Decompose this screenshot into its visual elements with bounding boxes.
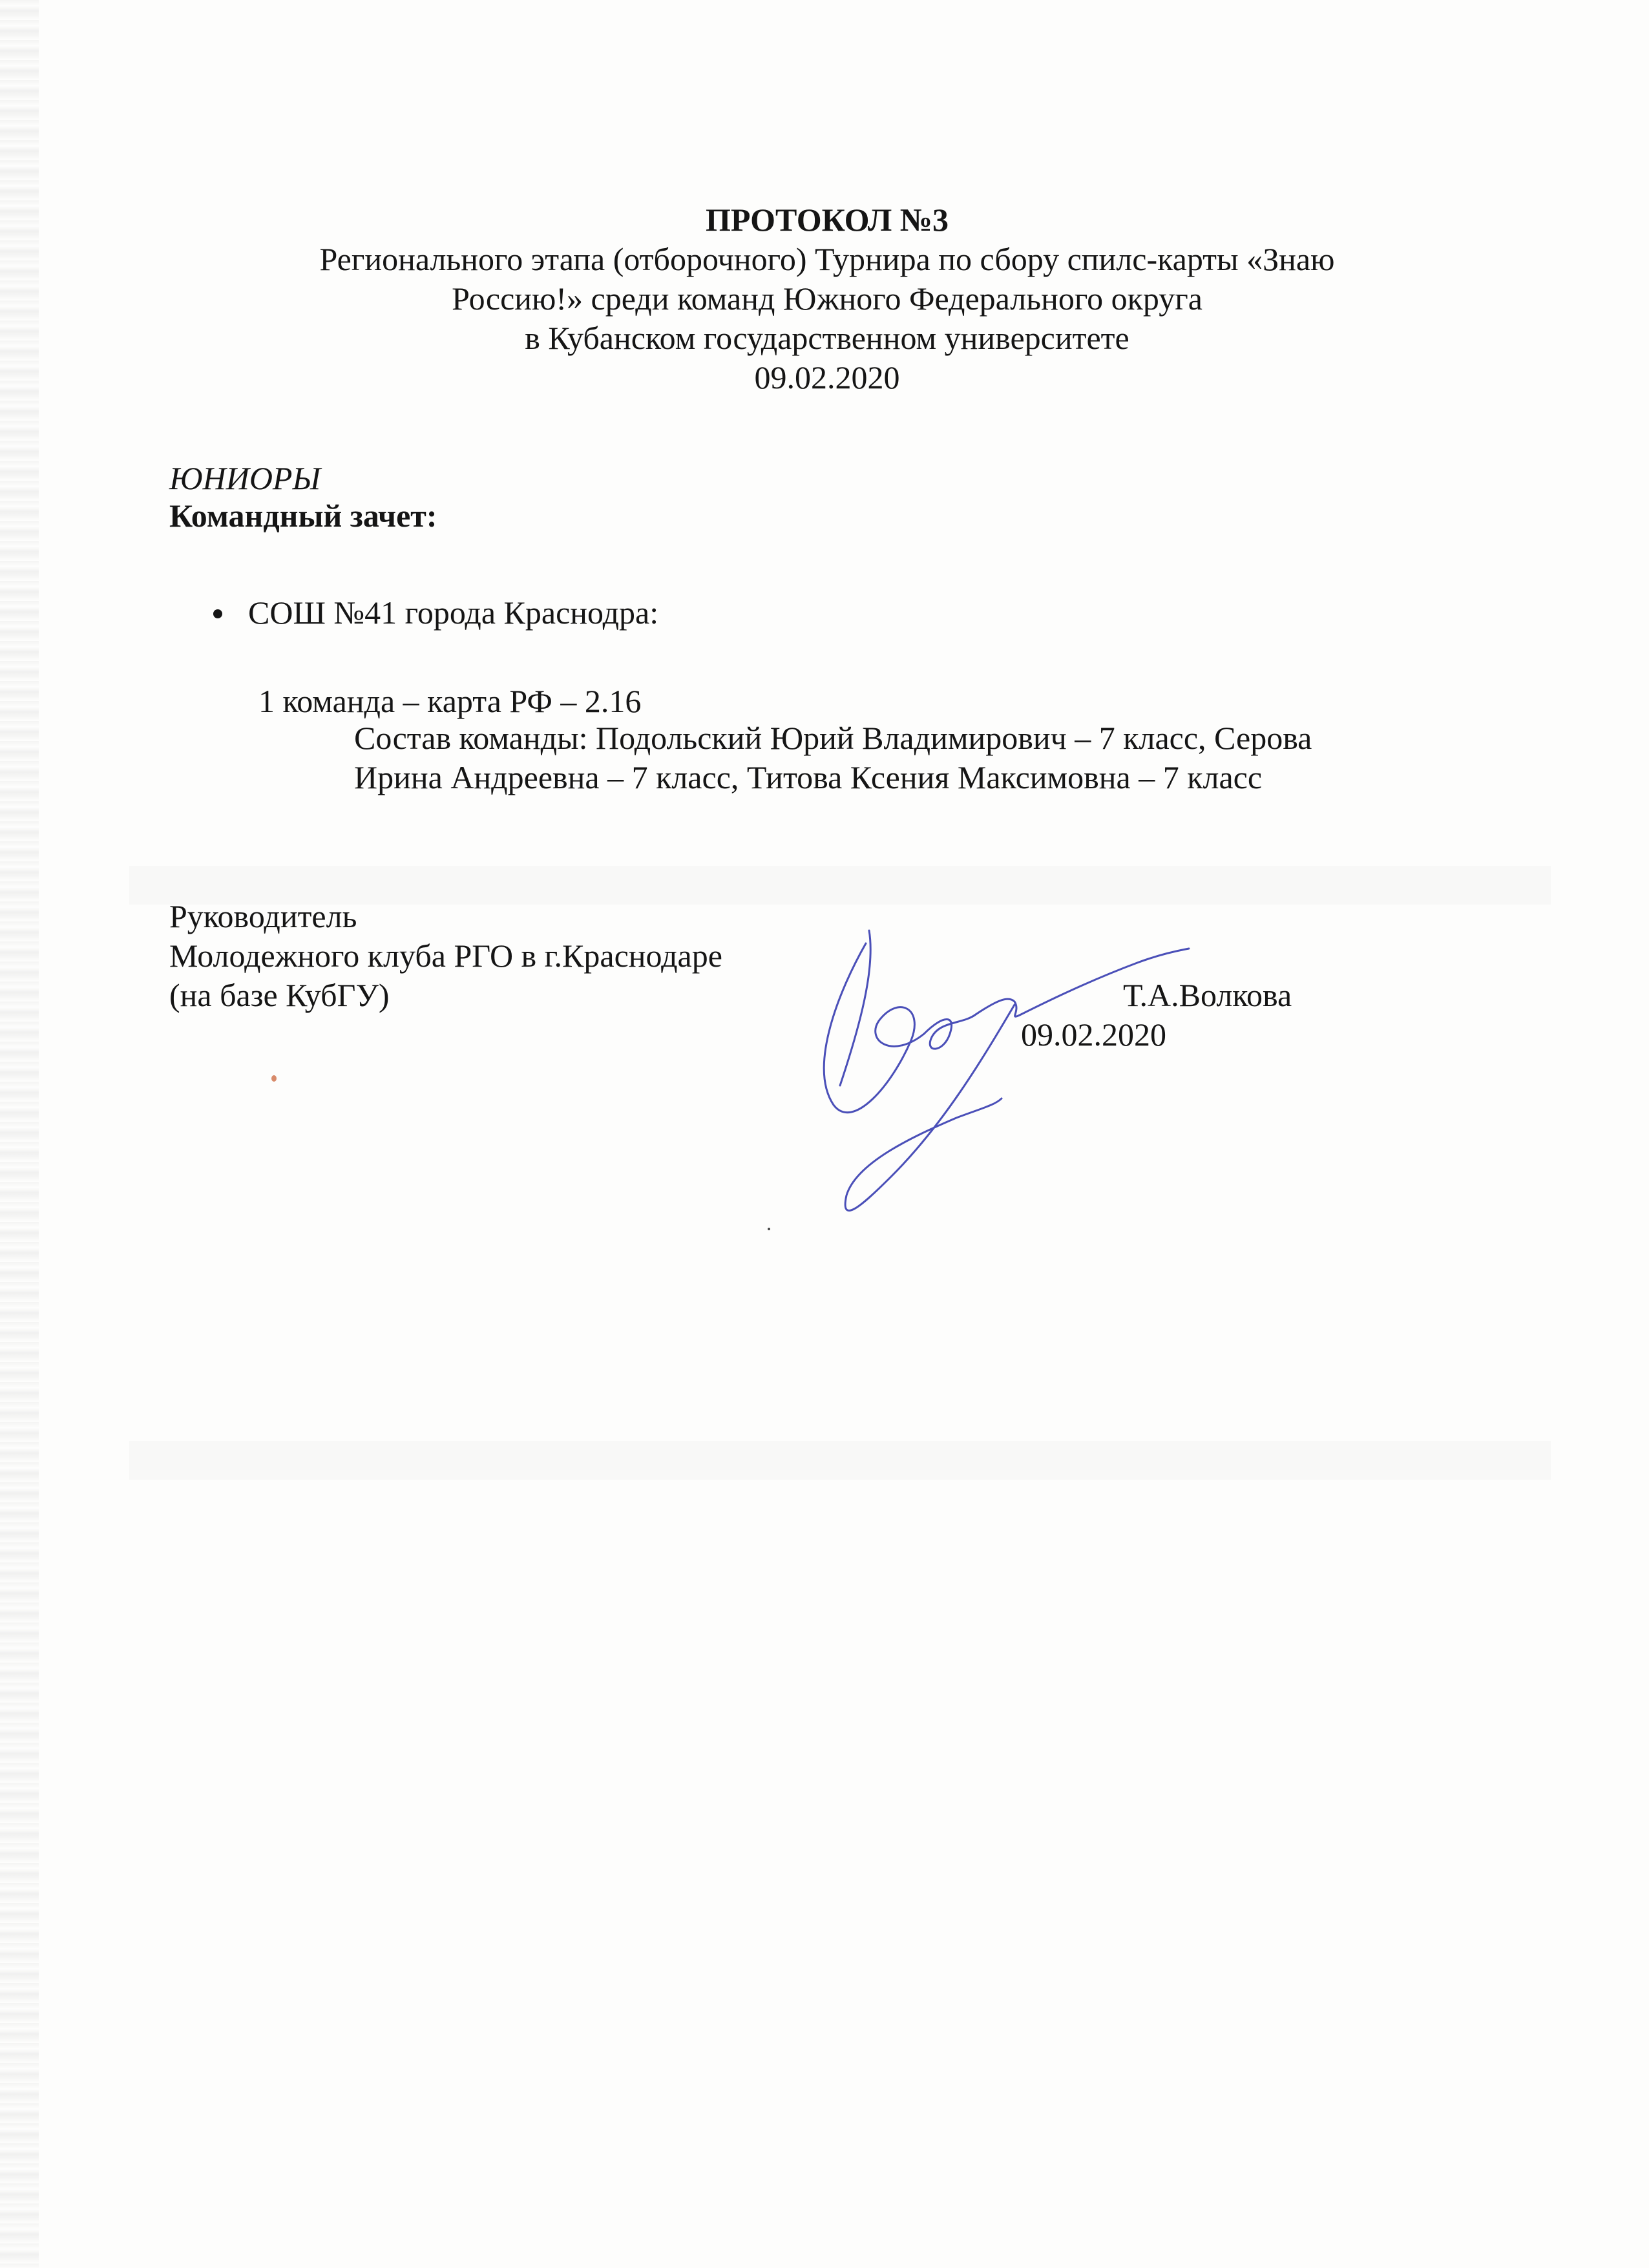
signature-date: 09.02.2020	[1021, 1016, 1166, 1053]
team-members-line-1: Состав команды: Подольский Юрий Владимирович – 7 класс, Серова	[354, 720, 1312, 756]
section-label: ЮНИОРЫ	[169, 460, 321, 496]
signer-role-line-1: Руководитель	[169, 898, 357, 934]
scan-band	[129, 1441, 1551, 1480]
team-standings-heading: Командный зачет:	[169, 498, 437, 534]
dust-speck	[768, 1228, 770, 1230]
header-line-2: Россию!» среди команд Южного Федерального округа	[452, 280, 1203, 317]
team-result-line: 1 команда – карта РФ – 2.16	[258, 683, 642, 719]
team-members-line-2: Ирина Андреевна – 7 класс, Титова Ксения Максимовна – 7 класс	[354, 759, 1263, 795]
header-line-1: Регионального этапа (отборочного) Турнира по сбору спилс-карты «Знаю	[319, 241, 1335, 277]
header-line-3: в Кубанском государственном университете	[525, 320, 1129, 356]
signer-role-line-3: (на базе КубГУ)	[169, 977, 390, 1013]
signer-role	[169, 897, 722, 1015]
signer-role-line-2: Молодежного клуба РГО в г.Краснодаре	[169, 938, 722, 974]
school-list-item	[213, 593, 658, 632]
signer-name: Т.А.Волкова	[1123, 977, 1292, 1013]
header-date: 09.02.2020	[754, 359, 900, 395]
bullet-icon	[213, 609, 222, 618]
ink-speck	[271, 1075, 277, 1082]
handwritten-signature	[762, 892, 1215, 1228]
school-name: СОШ №41 города Краснодра:	[248, 594, 659, 631]
document-header	[168, 200, 1486, 397]
protocol-title: ПРОТОКОЛ №3	[705, 202, 949, 238]
scan-edge-shading	[0, 0, 39, 2268]
team-members	[354, 719, 1504, 797]
